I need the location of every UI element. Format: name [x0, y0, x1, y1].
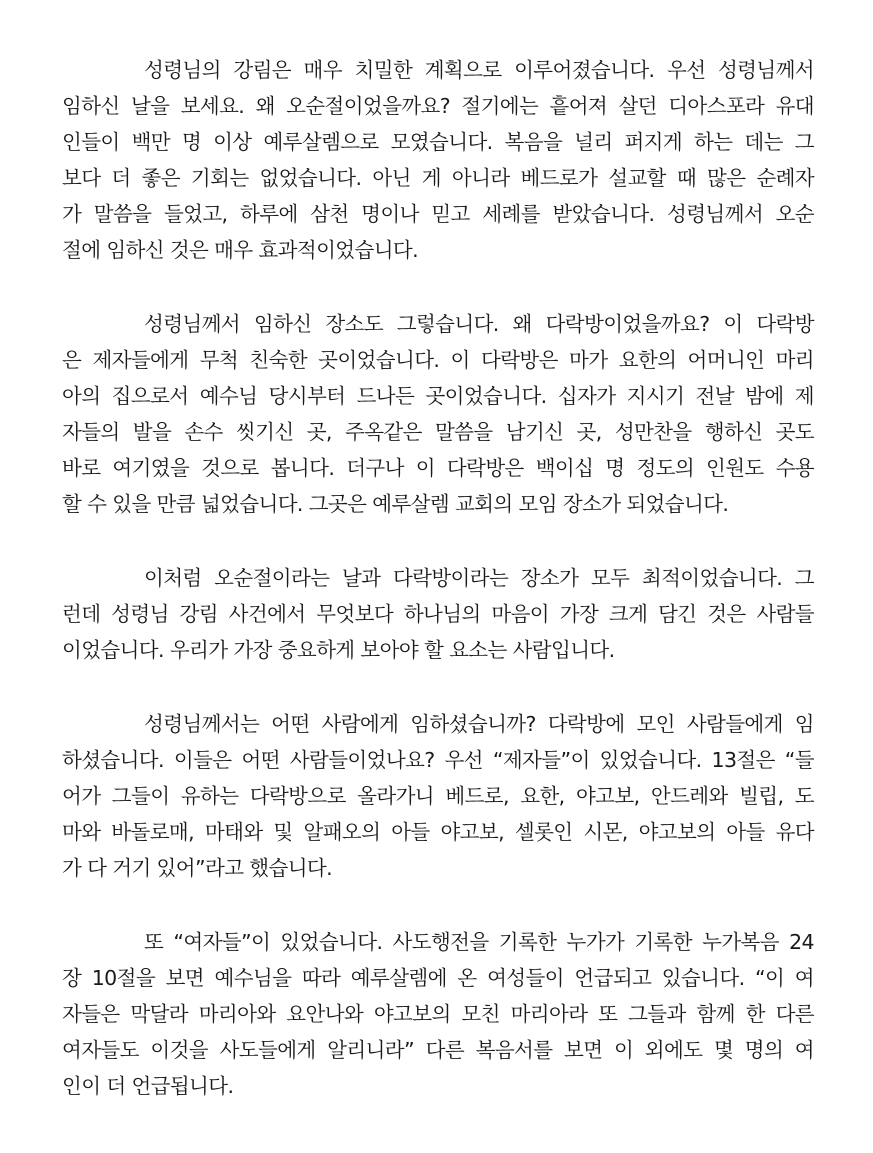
text-line: 보다 더 좋은 기회는 없었습니다. 아닌 게 아니라 베드로가 설교할 때 많은 순례자 — [62, 166, 814, 190]
text-line: 임하신 날을 보세요. 왜 오순절이었을까요? 절기에는 흩어져 살던 디아스포라 유대 — [62, 94, 814, 118]
text-line: 할 수 있을 만큼 넓었습니다. 그곳은 예루살렘 교회의 모임 장소가 되었습니다. — [62, 492, 729, 516]
text-line: 성령님께서는 어떤 사람에게 임하셨습니까? 다락방에 모인 사람들에게 임 — [144, 712, 814, 736]
text-line: 가 다 거기 있어”라고 했습니다. — [62, 856, 333, 880]
paragraph-4 — [62, 706, 814, 886]
text-line: 인들이 백만 명 이상 예루살렘으로 모였습니다. 복음을 널리 퍼지게 하는 데는 그 — [62, 130, 814, 154]
text-line: 또 “여자들”이 있었습니다. 사도행전을 기록한 누가가 기록한 누가복음 24 — [144, 930, 814, 954]
text-line: 성령님의 강림은 매우 치밀한 계획으로 이루어졌습니다. 우선 성령님께서 — [144, 58, 814, 82]
text-line: 어가 그들이 유하는 다락방으로 올라가니 베드로, 요한, 야고보, 안드레와 빌립, 도 — [62, 784, 814, 808]
text-line: 절에 임하신 것은 매우 효과적이었습니다. — [62, 238, 419, 262]
text-line: 자들의 발을 손수 씻기신 곳, 주옥같은 말씀을 남기신 곳, 성만찬을 행하신 곳도 — [62, 420, 814, 444]
text-line: 은 제자들에게 무척 친숙한 곳이었습니다. 이 다락방은 마가 요한의 어머니인 마리 — [62, 348, 814, 372]
text-line: 이처럼 오순절이라는 날과 다락방이라는 장소가 모두 최적이었습니다. 그 — [144, 566, 814, 590]
text-line: 이었습니다. 우리가 가장 중요하게 보아야 할 요소는 사람입니다. — [62, 638, 615, 662]
text-line: 바로 여기였을 것으로 봅니다. 더구나 이 다락방은 백이십 명 정도의 인원도 수용 — [62, 456, 814, 480]
text-line: 인이 더 언급됩니다. — [62, 1074, 234, 1098]
text-line: 장 10절을 보면 예수님을 따라 예루살렘에 온 여성들이 언급되고 있습니다. “이 여 — [62, 966, 814, 990]
text-line: 하셨습니다. 이들은 어떤 사람들이었나요? 우선 “제자들”이 있었습니다. 13절은 “들 — [62, 748, 814, 772]
paragraph-1 — [62, 52, 814, 268]
text-line: 아의 집으로서 예수님 당시부터 드나든 곳이었습니다. 십자가 지시기 전날 밤에 제 — [62, 384, 814, 408]
text-line: 런데 성령님 강림 사건에서 무엇보다 하나님의 마음이 가장 크게 담긴 것은 사람들 — [62, 602, 814, 626]
document-page — [62, 52, 814, 1142]
text-line: 자들은 막달라 마리아와 요안나와 야고보의 모친 마리아라 또 그들과 함께 한 다른 — [62, 1002, 814, 1026]
text-line: 성령님께서 임하신 장소도 그렇습니다. 왜 다락방이었을까요? 이 다락방 — [144, 312, 814, 336]
text-line: 여자들도 이것을 사도들에게 알리니라” 다른 복음서를 보면 이 외에도 몇 명의 여 — [62, 1038, 814, 1062]
paragraph-5 — [62, 924, 814, 1104]
paragraph-2 — [62, 306, 814, 522]
text-line: 가 말씀을 들었고, 하루에 삼천 명이나 믿고 세례를 받았습니다. 성령님께서 오순 — [62, 202, 814, 226]
text-line: 마와 바돌로매, 마태와 및 알패오의 아들 야고보, 셀롯인 시몬, 야고보의 아들 유다 — [62, 820, 814, 844]
paragraph-3 — [62, 560, 814, 668]
